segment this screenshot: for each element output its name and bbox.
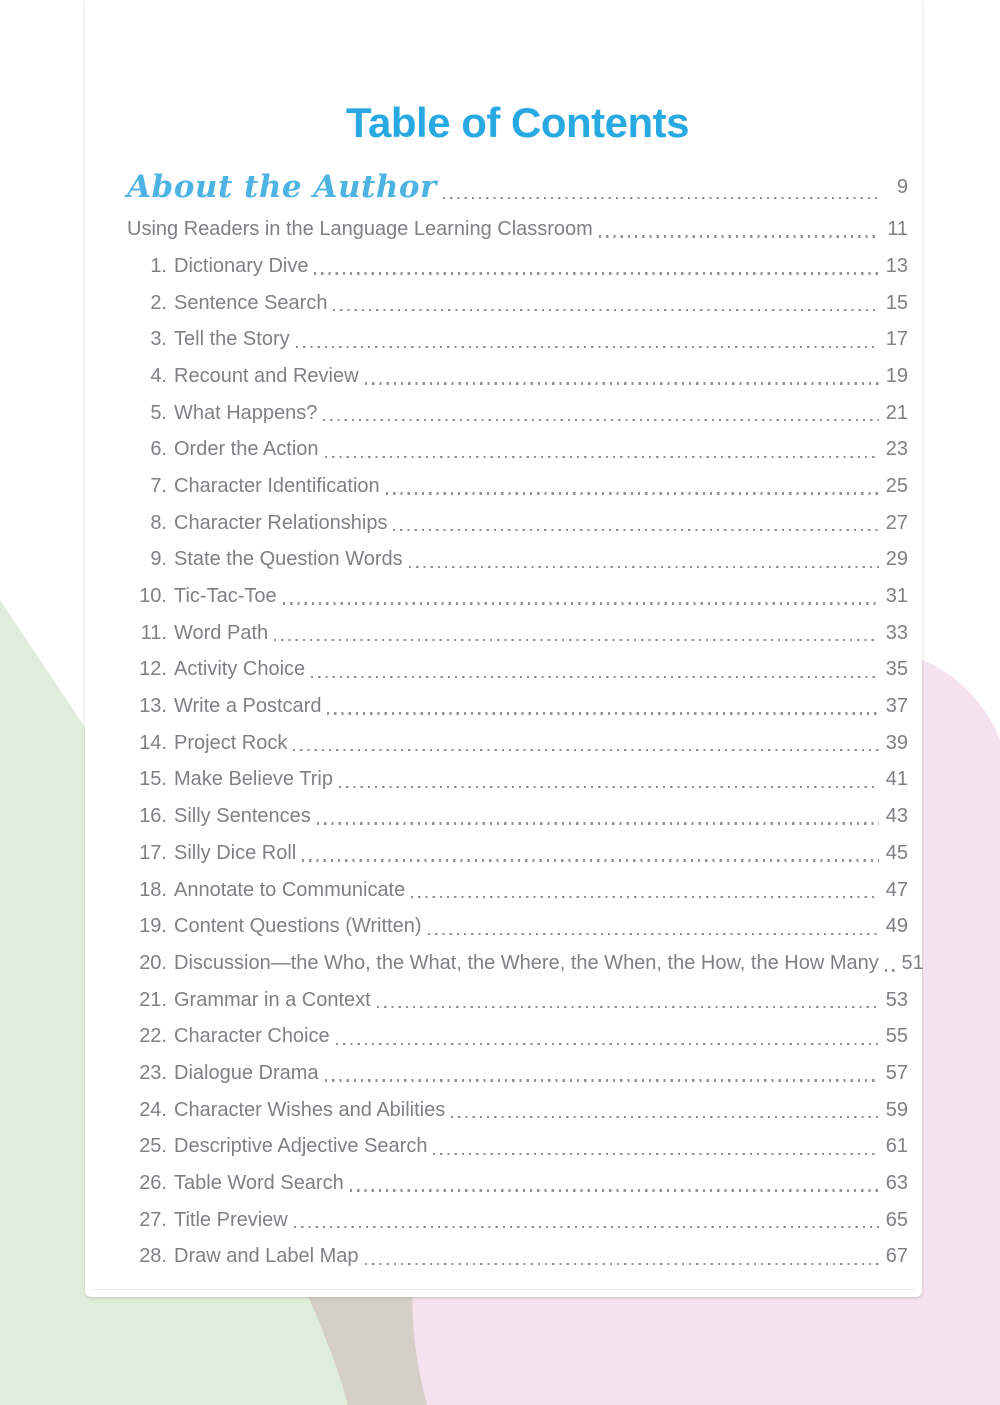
leader-dots — [323, 419, 879, 421]
entry-page-number: 53 — [885, 988, 908, 1011]
entry-page-number: 51 — [901, 951, 924, 974]
toc-entry-row — [127, 1018, 908, 1055]
entry-page-number: 17 — [885, 328, 908, 351]
entry-label: Discussion—the Who, the What, the Where, the When, the How, the How Many — [174, 951, 879, 974]
entry-page-number: 55 — [885, 1025, 908, 1048]
leader-dots — [365, 382, 879, 384]
entry-number: 8. — [150, 511, 167, 534]
row-label: About the Author — [127, 169, 437, 205]
entry-label: State the Question Words — [174, 548, 403, 571]
toc-entries — [127, 248, 924, 1275]
leader-dots — [296, 346, 879, 348]
entry-number: 24. — [139, 1098, 167, 1121]
entry-label: Character Identification — [174, 474, 380, 497]
toc-entry-row — [127, 615, 908, 652]
toc-entry-row — [127, 505, 908, 542]
entry-label: Character Wishes and Abilities — [174, 1098, 446, 1121]
entry-label: Recount and Review — [174, 364, 359, 387]
entry-page-number: 63 — [885, 1172, 908, 1195]
leader-dots — [274, 639, 879, 641]
toc-entry-row — [127, 395, 908, 432]
entry-number: 6. — [150, 438, 167, 461]
entry-label: Make Believe Trip — [174, 768, 333, 791]
entry-label: Tic-Tac-Toe — [174, 585, 277, 608]
entry-page-number: 35 — [885, 658, 908, 681]
toc-entry-row — [127, 468, 908, 505]
leader-dots — [314, 272, 879, 274]
entry-number: 1. — [150, 254, 167, 277]
entry-label: Word Path — [174, 621, 269, 644]
leader-dots — [339, 786, 879, 788]
toc-row-about-the-author — [127, 163, 908, 211]
entry-label: What Happens? — [174, 401, 318, 424]
leader-dots — [283, 602, 879, 604]
entry-label: Silly Dice Roll — [174, 841, 297, 864]
entry-page-number: 25 — [885, 474, 908, 497]
entry-label: Character Relationships — [174, 511, 388, 534]
entry-number: 2. — [150, 291, 167, 314]
row-page-number: 11 — [887, 218, 908, 240]
page-title: Table of Contents — [345, 99, 690, 146]
entry-label: Character Choice — [174, 1025, 330, 1048]
entry-label: Order the Action — [174, 438, 319, 461]
toc-entry-row — [127, 652, 908, 689]
entry-label: Content Questions (Written) — [174, 915, 422, 938]
leader-dots — [386, 492, 879, 494]
leader-dots — [293, 749, 879, 751]
entry-label: Dictionary Dive — [174, 254, 309, 277]
toc-entry-row — [127, 798, 908, 835]
entry-number: 7. — [150, 474, 167, 497]
entry-label: Title Preview — [174, 1208, 288, 1231]
toc-entry-row — [127, 431, 908, 468]
entry-page-number: 57 — [885, 1061, 908, 1084]
leader-dots — [451, 1116, 879, 1118]
entry-number: 14. — [139, 731, 167, 754]
leader-dots — [294, 1226, 879, 1228]
entry-page-number: 49 — [885, 915, 908, 938]
toc-entry-row — [127, 1202, 908, 1239]
card-bottom-hairline — [91, 1289, 916, 1290]
entry-number: 20. — [139, 951, 167, 974]
entry-label: Sentence Search — [174, 291, 328, 314]
leader-dots — [333, 309, 879, 311]
leader-dots — [327, 712, 879, 714]
entry-number: 27. — [139, 1208, 167, 1231]
entry-page-number: 15 — [885, 291, 908, 314]
entry-number: 23. — [139, 1061, 167, 1084]
entry-label: Annotate to Communicate — [174, 878, 406, 901]
toc-entry-row — [127, 1239, 908, 1276]
entry-number: 18. — [139, 878, 167, 901]
leader-dots — [317, 822, 879, 824]
entry-label: Activity Choice — [174, 658, 306, 681]
toc-entry-row — [127, 321, 908, 358]
entry-number: 17. — [139, 841, 167, 864]
toc-entry-row — [127, 835, 908, 872]
toc-entry-row — [127, 542, 908, 579]
leader-dots — [443, 197, 879, 199]
toc-entry-row — [127, 248, 908, 285]
leader-dots — [393, 529, 879, 531]
leader-dots — [428, 933, 879, 935]
entry-number: 25. — [139, 1135, 167, 1158]
toc-entry-row — [127, 725, 908, 762]
entry-label: Table Word Search — [174, 1172, 344, 1195]
leader-dots — [599, 235, 879, 237]
entry-page-number: 23 — [885, 438, 908, 461]
toc-content — [127, 0, 924, 1275]
leader-dots — [365, 1263, 879, 1265]
entry-number: 12. — [139, 658, 167, 681]
entry-number: 21. — [139, 988, 167, 1011]
entry-page-number: 61 — [885, 1135, 908, 1158]
entry-number: 10. — [139, 585, 167, 608]
entry-label: Silly Sentences — [174, 805, 311, 828]
row-label: Using Readers in the Language Learning Classroom — [127, 218, 593, 240]
entry-number: 16. — [139, 805, 167, 828]
entry-page-number: 21 — [885, 401, 908, 424]
leader-dots — [336, 1043, 879, 1045]
toc-entry-row — [127, 762, 908, 799]
toc-entry-row — [127, 872, 908, 909]
toc-entry-row — [127, 1129, 908, 1166]
toc-entry-row — [127, 1165, 908, 1202]
entry-label: Draw and Label Map — [174, 1245, 359, 1268]
toc-entry-row — [127, 285, 908, 322]
entry-page-number: 13 — [885, 254, 908, 277]
entry-page-number: 47 — [885, 878, 908, 901]
leader-dots — [325, 1079, 879, 1081]
entry-number: 3. — [150, 328, 167, 351]
leader-dots — [885, 969, 895, 971]
entry-label: Descriptive Adjective Search — [174, 1135, 428, 1158]
entry-label: Dialogue Drama — [174, 1061, 319, 1084]
entry-number: 26. — [139, 1172, 167, 1195]
entry-page-number: 67 — [885, 1245, 908, 1268]
entry-number: 22. — [139, 1025, 167, 1048]
entry-number: 5. — [150, 401, 167, 424]
entry-number: 13. — [139, 695, 167, 718]
entry-page-number: 39 — [885, 731, 908, 754]
entry-page-number: 33 — [885, 621, 908, 644]
entry-label: Write a Postcard — [174, 695, 322, 718]
row-page-number: 9 — [896, 175, 908, 198]
leader-dots — [433, 1153, 879, 1155]
entry-page-number: 31 — [885, 585, 908, 608]
leader-dots — [302, 859, 879, 861]
toc-entry-row — [127, 945, 924, 982]
entry-page-number: 43 — [885, 805, 908, 828]
toc-row-using-readers — [127, 211, 908, 248]
content-card — [85, 0, 922, 1297]
entry-page-number: 37 — [885, 695, 908, 718]
toc-entry-row — [127, 358, 908, 395]
entry-number: 28. — [139, 1245, 167, 1268]
entry-page-number: 19 — [885, 364, 908, 387]
toc-entry-row — [127, 1055, 908, 1092]
toc-entry-row — [127, 982, 908, 1019]
leader-dots — [350, 1189, 879, 1191]
entry-number: 4. — [150, 364, 167, 387]
entry-label: Grammar in a Context — [174, 988, 371, 1011]
entry-number: 19. — [139, 915, 167, 938]
leader-dots — [325, 456, 879, 458]
entry-number: 11. — [140, 621, 167, 644]
entry-number: 15. — [139, 768, 167, 791]
leader-dots — [377, 1006, 879, 1008]
leader-dots — [409, 566, 879, 568]
entry-label: Tell the Story — [174, 328, 290, 351]
leader-dots — [311, 676, 879, 678]
entry-page-number: 65 — [885, 1208, 908, 1231]
toc-entry-row — [127, 688, 908, 725]
toc-entry-row — [127, 908, 908, 945]
toc-entry-row — [127, 578, 908, 615]
entry-page-number: 29 — [885, 548, 908, 571]
entry-label: Project Rock — [174, 731, 288, 754]
entry-page-number: 27 — [885, 511, 908, 534]
toc-entry-row — [127, 1092, 908, 1129]
entry-number: 9. — [150, 548, 167, 571]
entry-page-number: 59 — [885, 1098, 908, 1121]
entry-page-number: 41 — [885, 768, 908, 791]
leader-dots — [411, 896, 879, 898]
entry-page-number: 45 — [885, 841, 908, 864]
